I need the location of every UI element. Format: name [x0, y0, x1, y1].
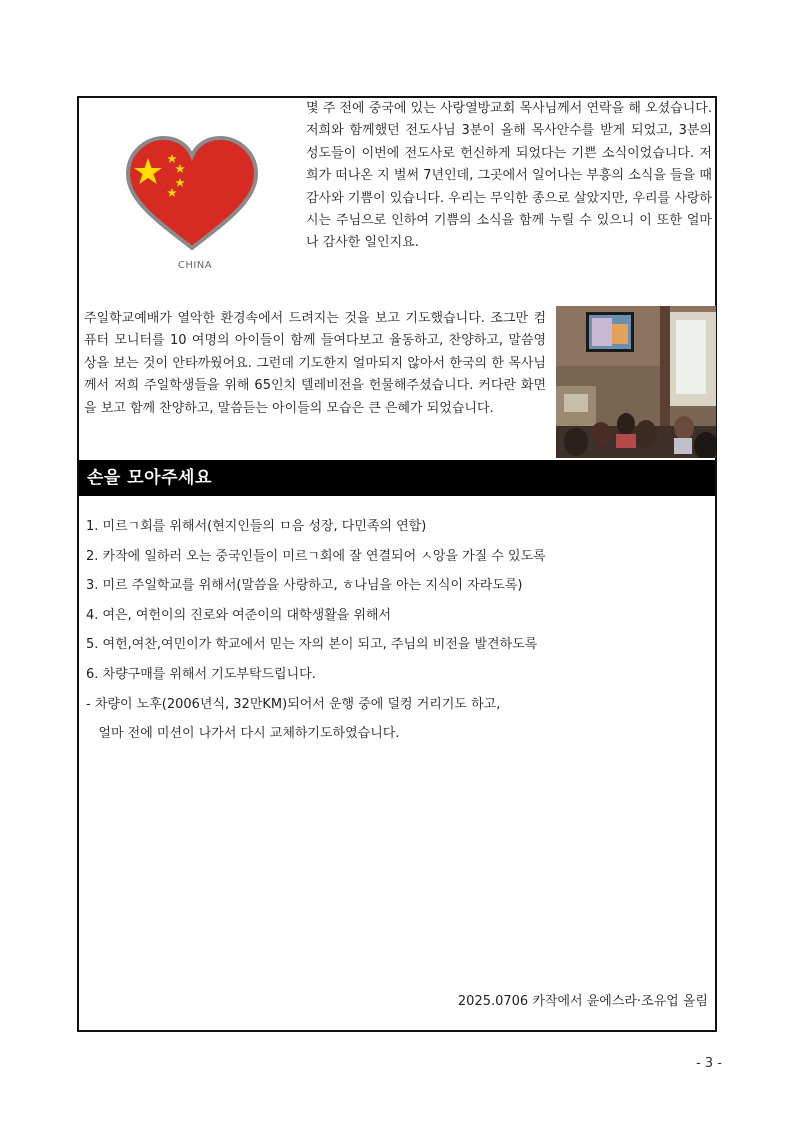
news-paragraph: 몇 주 전에 중국에 있는 사랑열방교회 목사님께서 연락을 해 오셨습니다. 저희와 함께했던 전도사님 3분이 올해 목사안수를 받게 되었고, 3분의 성도들이 이번에 전도사로 헌신하게 되었다는 기쁜 소식이었습니다. 저희가 떠나온 지 벌써 7년인데, 그곳에서 일어나는 부흥의 소식을 들을 때 감사와 기쁨이 있습니다. 우리는 무익한 종으로 살았지만, 우리를 사랑하시는 주님으로 인하여 기쁨의 소식을 함께 누릴 수 있으니 이 또한 얼마나 감사한 일인지요.	[306, 101, 712, 251]
prayer-item: 3. 미르 주일학교를 위해서(말씀을 사랑하고, ㅎ나님을 아는 지식이 자라도록)	[86, 578, 523, 594]
sunday-school-paragraph: 주일학교예배가 열악한 환경속에서 드려지는 것을 보고 기도했습니다. 조그만 컴퓨터 모니터를 10 여명의 아이들이 함께 들여다보고 율동하고, 찬양하고, 말씀영상을 보는 것이 안타까웠어요. 그런데 기도한지 얼마되지 않아서 한국의 한 목사님께서 저희 주일학생들을 위해 65인치 텔레비전을 헌물해주셨습니다. 커다란 화면을 보고 함께 찬양하고, 말씀듣는 아이들의 모습은 큰 은혜가 되었습니다.	[84, 311, 546, 416]
prayer-item: - 차량이 노후(2006년식, 32만KM)되어서 운행 중에 덜컹 거리기도 하고,	[86, 696, 501, 712]
prayer-item: 5. 여헌,여찬,여민이가 학교에서 믿는 자의 본이 되고, 주님의 비전을 발견하도록	[86, 637, 538, 653]
signature: 2025.0706 카작에서 윤에스라·조유업 올림	[457, 994, 708, 1009]
prayer-item: 1. 미르ㄱ회를 위해서(현지인들의 ㅁ음 성장, 다민족의 연합)	[86, 519, 427, 534]
prayer-item: 얼마 전에 미션이 나가서 다시 교체하기도하였습니다.	[86, 726, 400, 742]
prayer-item: 4. 여은, 여헌이의 진로와 여준이의 대학생활을 위해서	[86, 607, 392, 623]
heart-flag-icon	[92, 120, 292, 280]
section-title-bar: 손을 모아주세요	[79, 460, 715, 496]
sunday-school-photo	[556, 306, 716, 458]
prayer-item: 6. 차량구매를 위해서 기도부탁드립니다.	[86, 666, 316, 682]
china-heart-image	[92, 120, 292, 280]
page-number: - 3 -	[696, 1056, 722, 1071]
heart-caption: CHINA	[177, 260, 213, 271]
prayer-list	[86, 516, 546, 753]
prayer-item: 2. 카작에 일하러 오는 중국인들이 미르ㄱ회에 잘 연결되어 ㅅ앙을 가질 수 있도록	[86, 548, 546, 564]
